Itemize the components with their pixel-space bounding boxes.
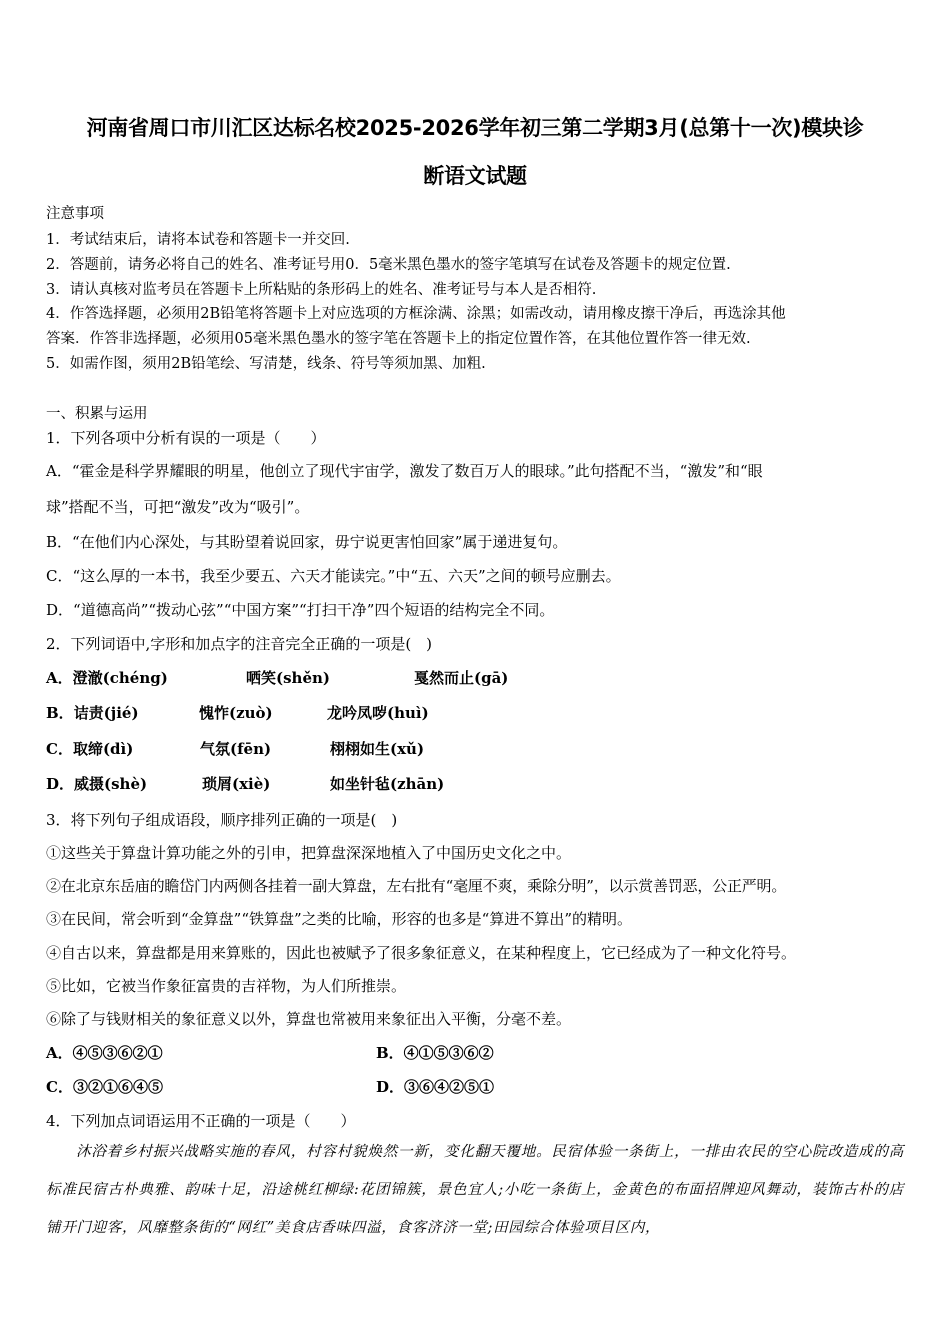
q3-sentence: ⑤比如，它被当作象征富贵的吉祥物，为人们所推崇。 <box>46 977 407 995</box>
q1-option-b: B．“在他们内心深处，与其盼望着说回家，毋宁说更害怕回家”属于递进复句。 <box>46 533 568 551</box>
q3-option-c: C．③②①⑥④⑤ <box>46 1078 163 1096</box>
q2-option-c-word2: 气氛(fēn) <box>200 740 272 758</box>
q3-option-d: D．③⑥④②⑤① <box>376 1078 495 1096</box>
q2-option-a-word2: 哂笑(shěn) <box>246 669 330 687</box>
note-item: 1．考试结束后，请将本试卷和答题卡一并交回. <box>46 232 350 248</box>
q1-option-a: A．“霍金是科学界耀眼的明星，他创立了现代宇宙学，激发了数百万人的眼球。”此句搭配不当，“激发”和“眼 <box>46 462 763 480</box>
q2-option-d-word2: 琐屑(xiè) <box>202 775 271 793</box>
exam-title-line2: 断语文试题 <box>423 164 527 188</box>
q1-stem: 1．下列各项中分析有误的一项是（ ） <box>46 429 326 447</box>
q1-option-a-cont: 球”搭配不当，可把“激发”改为“吸引”。 <box>46 498 310 516</box>
q3-option-b: B．④①⑤③⑥② <box>376 1044 494 1062</box>
q2-option-d: D．威摄(shè) <box>46 775 148 793</box>
q2-stem: 2．下列词语中,字形和加点字的注音完全正确的一项是( ) <box>46 635 433 653</box>
q2-option-c-word3: 栩栩如生(xǔ) <box>330 740 425 758</box>
note-item: 3．请认真核对监考员在答题卡上所粘贴的条形码上的姓名、准考证号与本人是否相符. <box>46 282 597 298</box>
note-item: 4．作答选择题，必须用2B铅笔将答题卡上对应选项的方框涂满、涂黑；如需改动，请用橡皮擦干净后，再选涂其他 <box>46 306 786 322</box>
note-item: 答案．作答非选择题，必须用05毫米黑色墨水的签字笔在答题卡上的指定位置作答，在其他位置作答一律无效. <box>46 331 751 347</box>
q2-option-b: B．诘责(jié) <box>46 704 139 722</box>
q3-sentence: ①这些关于算盘计算功能之外的引申，把算盘深深地植入了中国历史文化之中。 <box>46 844 572 862</box>
q2-option-a-word3: 戛然而止(gā) <box>414 669 509 687</box>
q4-stem: 4．下列加点词语运用不正确的一项是（ ） <box>46 1112 356 1130</box>
q3-sentence: ⑥除了与钱财相关的象征意义以外，算盘也常被用来象征出入平衡，分毫不差。 <box>46 1010 572 1028</box>
q3-sentence: ②在北京东岳庙的瞻岱门内两侧各挂着一副大算盘，左右批有“毫厘不爽，乘除分明”，以示赏善罚恶，公正严明。 <box>46 877 787 895</box>
notes-heading: 注意事项 <box>46 206 104 222</box>
q2-option-c: C．取缔(dì) <box>46 740 134 758</box>
exam-title-line1: 河南省周口市川汇区达标名校2025-2026学年初三第二学期3月(总第十一次)模块诊 <box>86 116 864 140</box>
q1-option-d: D．“道德高尚”“拨动心弦”“中国方案”“打扫干净”四个短语的结构完全不同。 <box>46 601 555 619</box>
q4-passage: 沐浴着乡村振兴战略实施的春风，村容村貌焕然一新，变化翻天覆地。民宿体验一条街上，一排由农民的空心院改造成的高标准民宿古朴典雅、韵味十足，沿途桃红柳绿:花团锦簇，景色宜人;小吃一条街上，金黄色的布面招牌迎风舞动，装饰古朴的店铺开门迎客，风靡整条街的“网红”美食店香味四溢，食客济济一堂;田园综合体验项目区内， <box>46 1143 904 1236</box>
note-item: 2．答题前，请务必将自己的姓名、准考证号用0．5毫米黑色墨水的签字笔填写在试卷及答题卡的规定位置. <box>46 257 731 273</box>
section-heading: 一、积累与运用 <box>46 406 148 422</box>
q2-option-b-word2: 愧怍(zuò) <box>199 704 273 722</box>
q2-option-d-word3: 如坐针毡(zhān) <box>330 775 445 793</box>
q2-option-b-word3: 龙吟凤哕(huì) <box>327 704 429 722</box>
q3-option-a: A．④⑤③⑥②① <box>46 1044 163 1062</box>
q2-option-a: A．澄澈(chéng) <box>46 669 168 687</box>
q3-stem: 3．将下列句子组成语段，顺序排列正确的一项是( ) <box>46 811 398 829</box>
q1-option-c: C．“这么厚的一本书，我至少要五、六天才能读完。”中“五、六天”之间的顿号应删去。 <box>46 567 621 585</box>
note-item: 5．如需作图，须用2B铅笔绘、写清楚，线条、符号等须加黑、加粗. <box>46 356 486 372</box>
q3-sentence: ④自古以来，算盘都是用来算账的，因此也被赋予了很多象征意义，在某种程度上，它已经成为了一种文化符号。 <box>46 944 797 962</box>
q3-sentence: ③在民间，常会听到“金算盘”“铁算盘”之类的比喻，形容的也多是“算进不算出”的精明。 <box>46 910 633 928</box>
